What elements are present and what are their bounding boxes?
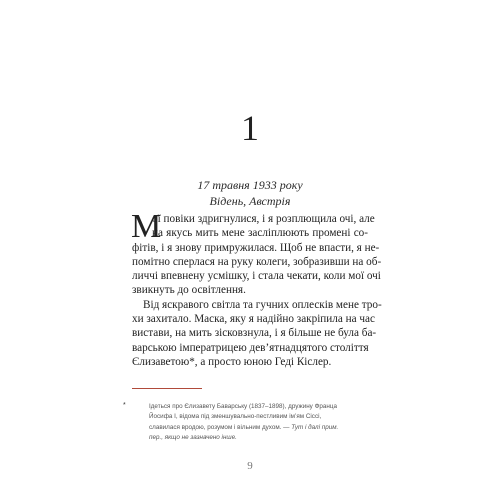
footnote-line — [132, 423, 368, 433]
paragraph-line: Від яскравого світла та гучних оплесків мене тро- — [143, 298, 382, 311]
dateline-place: Відень, Австрія — [209, 194, 291, 208]
paragraph-line: личчі впевнену усмішку, і стала чекати, коли мої очі — [132, 270, 381, 283]
paragraph-line: вистави, на мить зісковзнула, і я більше не була ба- — [132, 327, 377, 340]
chapter-dateline — [0, 177, 500, 209]
paragraph-line: варською імператрицею дев’ятнадцятого століття — [132, 341, 369, 354]
footnote-separator — [132, 388, 202, 389]
footnote-note-italic: Тут і далі прим. — [291, 423, 339, 431]
chapter-body — [131, 208, 382, 369]
paragraph-line: звикнуть до освітлення. — [132, 284, 246, 297]
footnote-marker: * — [123, 402, 126, 409]
dateline-date: 17 травня 1933 року — [197, 178, 303, 192]
paragraph-line: помітно сперлася на руку колеги, зобразивши на об- — [132, 255, 382, 268]
paragraph-line: на якусь мить мене засліплюють промені со- — [152, 227, 368, 240]
chapter-number: 1 — [241, 108, 259, 148]
paragraph-line: хи захитало. Маска, яку я надійно закріпила на час — [132, 313, 375, 326]
paragraph-1 — [131, 208, 382, 298]
footnote-text: славилася вродою, розумом і вільним духом. — — [149, 423, 292, 431]
page-number: 9 — [247, 460, 253, 472]
paragraph-2 — [132, 298, 382, 369]
drop-cap-letter: М — [131, 208, 162, 245]
paragraph-line: Єлизаветою*, а просто юною Геді Кіслер. — [132, 355, 332, 368]
paragraph-line: фітів, і я знову примружилася. Щоб не впасти, я не- — [132, 241, 380, 254]
footnote-line: Ідеться про Єлизавету Баварську (1837–1898), дружину Франца — [149, 403, 337, 410]
footnote — [123, 402, 368, 443]
footnote-line: Йосифа I, відома під зменшувально-пестливим ім’ям Сіссі, — [149, 413, 322, 421]
paragraph-line: ої повіки здригнулися, і я розплющила очі, але — [152, 213, 375, 225]
footnote-line: пер., якщо не зазначено інше. — [149, 433, 237, 441]
